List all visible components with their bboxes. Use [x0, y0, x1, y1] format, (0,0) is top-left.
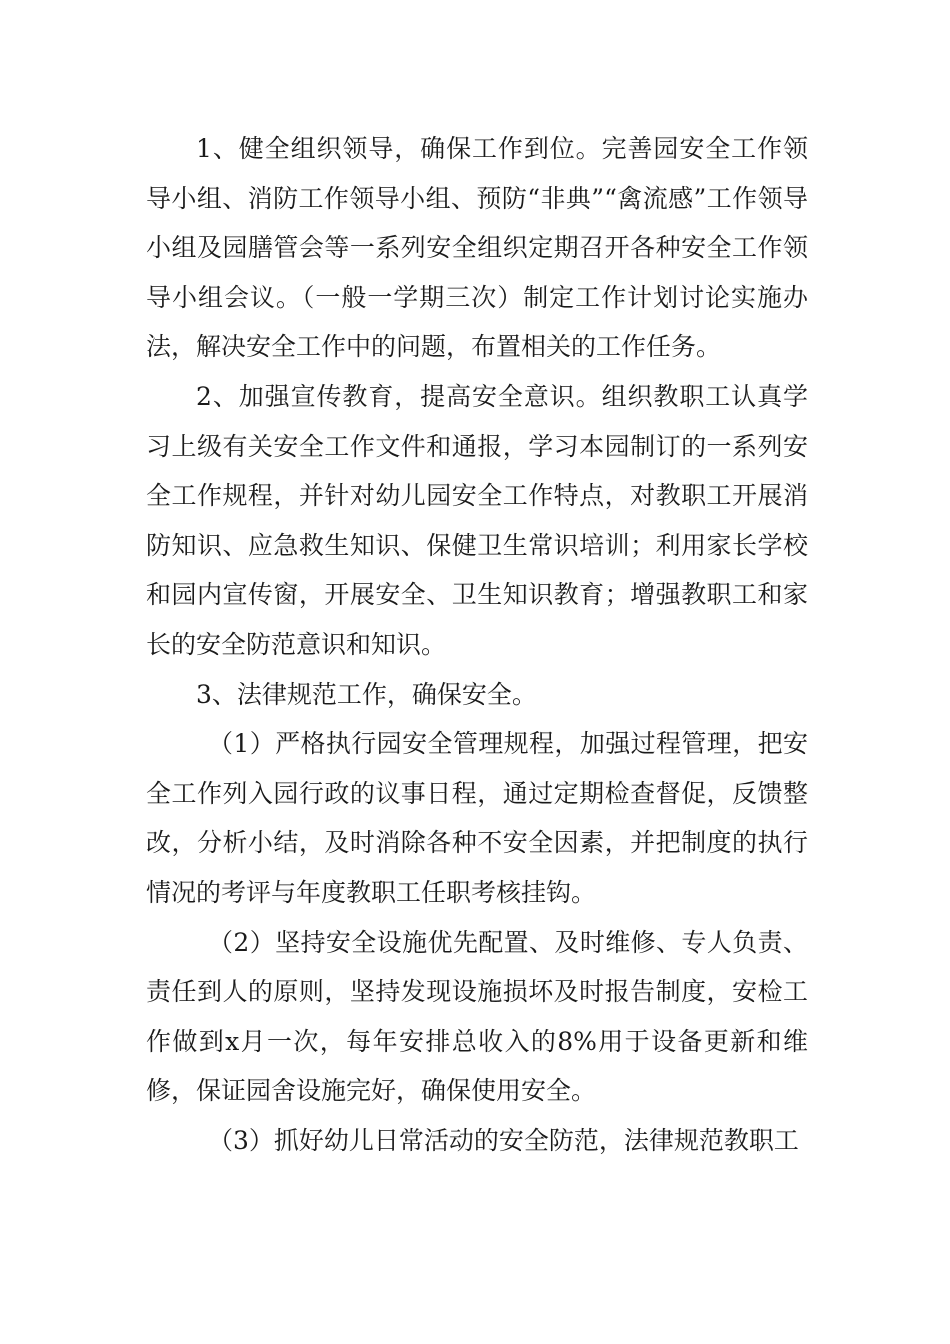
paragraph-item-2: （2）坚持安全设施优先配置、及时维修、专人负责、责任到人的原则，坚持发现设施损坏及时报告制度，安检工作做到x月一次，每年安排总收入的8%用于设备更新和维修，保证园舍设施完好，确保使用安全。: [146, 927, 808, 1106]
paragraph-item-1: （1）严格执行园安全管理规程，加强过程管理，把安全工作列入园行政的议事日程，通过定期检查督促，反馈整改，分析小结，及时消除各种不安全因素，并把制度的执行情况的考评与年度教职工任职考核挂钩。: [146, 729, 808, 907]
paragraph-item-3: （3）抓好幼儿日常活动的安全防范，法律规范教职工: [208, 1125, 799, 1155]
paragraph-organization-leadership: 1、健全组织领导，确保工作到位。完善园安全工作领导小组、消防工作领导小组、预防“非典”“禽流感”工作领导小组及园膳管会等一系列安全组织定期召开各种安全工作领导小组会议。（一般一学期三次）制定工作计划讨论实施办法，解决安全工作中的问题，布置相关的工作任务。: [146, 134, 808, 362]
paragraph-legal-standards: 3、法律规范工作，确保安全。: [196, 679, 537, 709]
document-body: [146, 124, 808, 1165]
paragraph-publicity-education: 2、加强宣传教育，提高安全意识。组织教职工认真学习上级有关安全工作文件和通报，学习本园制订的一系列安全工作规程，并针对幼儿园安全工作特点，对教职工开展消防知识、应急救生知识、保健卫生常识培训；利用家长学校和园内宣传窗，开展安全、卫生知识教育；增强教职工和家长的安全防范意识和知识。: [146, 381, 808, 659]
